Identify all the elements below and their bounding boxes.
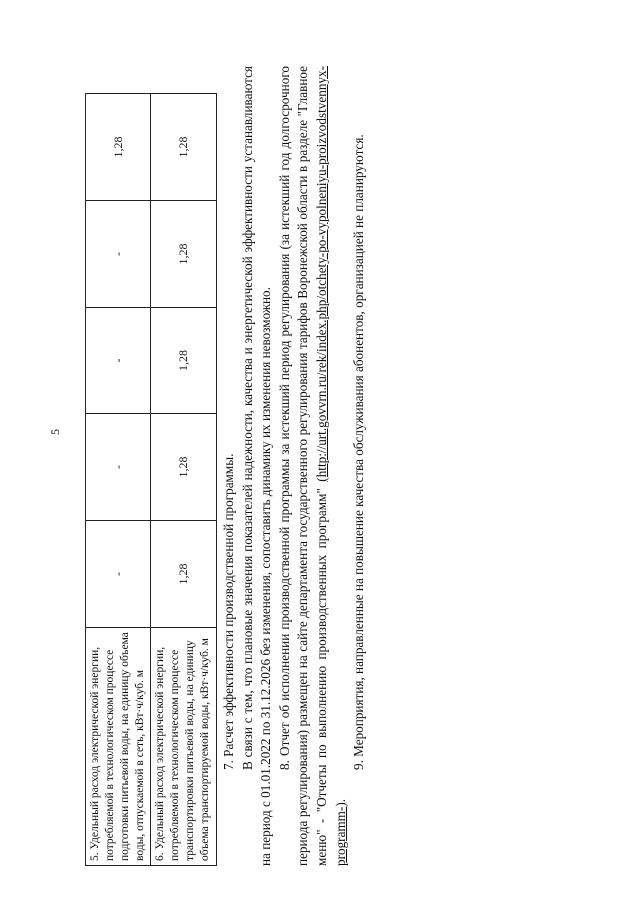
reports-link[interactable]: (http://urt.govvrn.ru/rek/index.php/otchety-po-vypolneniyu-proizvodstvennyx-programm-): [313, 66, 348, 866]
indicator-label: 5. Удельный расход электрической энергии, потребляемой в технологическом процессе подготовки питьевой воды, на единицу объема воды, отпускаемой в сеть, кВт·ч/куб. м: [86, 628, 151, 866]
rotated-page-content: [85, 46, 545, 866]
table-cell: -: [86, 308, 151, 414]
section-9-paragraph: 9. Мероприятия, направленные на повышение качества обслуживания абонентов, организацией не планируются.: [351, 134, 367, 770]
table-cell: -: [86, 414, 151, 521]
table-cell: 1,28: [86, 94, 151, 201]
table-cell: 1,28: [151, 521, 217, 628]
table-cell: 1,28: [151, 414, 217, 521]
table-row: [86, 94, 151, 866]
section-8-paragraph: [276, 66, 350, 866]
body-text: [220, 66, 369, 866]
page-number: 5: [48, 429, 62, 435]
table-cell: -: [86, 521, 151, 628]
section-8-end: .: [332, 798, 348, 803]
section-7-heading: 7. Расчет эффективности производственной программы.: [221, 453, 236, 770]
table-row: [151, 94, 217, 866]
indicators-table: [85, 93, 217, 866]
table-cell: 1,28: [151, 201, 217, 308]
table-cell: 1,28: [151, 308, 217, 414]
table-cell: -: [86, 201, 151, 308]
section-8-text: 8. Отчет об исполнении производственной программы за истекший период регулирования (за истекший год долгосрочного периода регулирования) размещен на сайте департамента государственного регулирования тарифов Воронежской области в разделе "Главное меню" - "Отчеты по выполнению производственных программ": [276, 66, 329, 866]
table-cell: 1,28: [151, 94, 217, 201]
indicator-label: 6. Удельный расход электрической энергии, потребляемой в технологическом процессе транспортировки питьевой воды, на единицу объема транспортируемой воды, кВт·ч/куб. м: [151, 628, 217, 866]
section-7-paragraph: В связи с тем, что плановые значения показателей надежности, качества и энергетической эффективности устанавливаются на период с 01.01.2022 по 31.12.2026 без изменения, сопоставить динамику их изменения невозможно.: [239, 66, 274, 866]
